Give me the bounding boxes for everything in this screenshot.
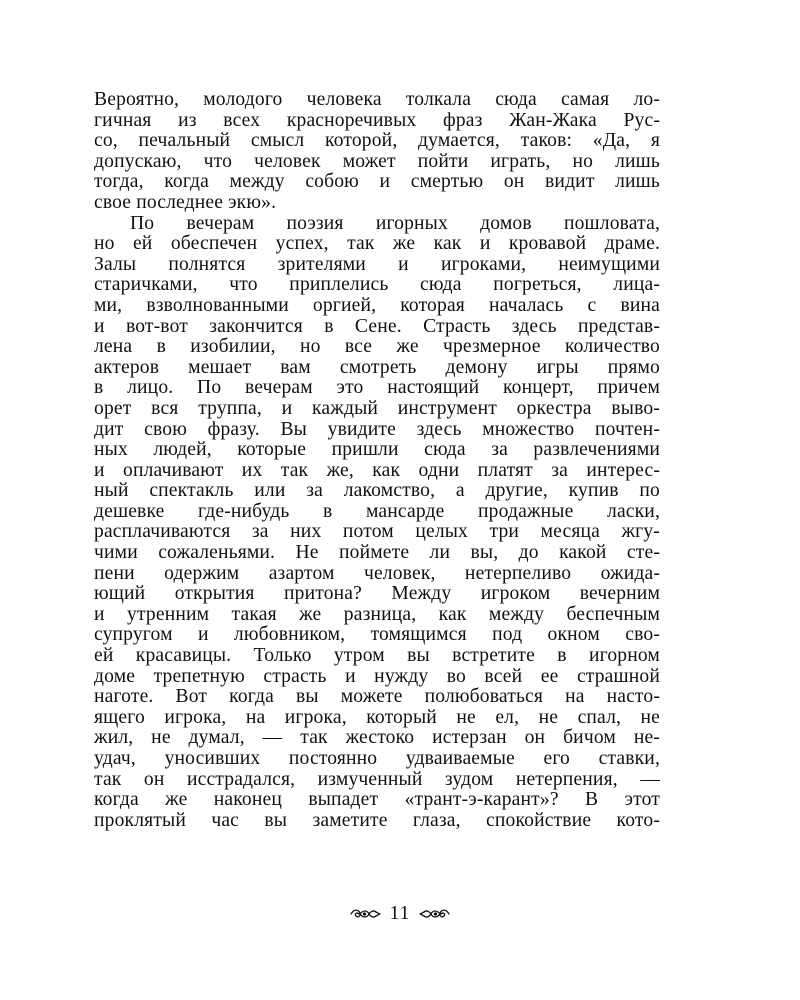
book-page-text (94, 90, 660, 831)
text-line: проклятый час вы заметите глаза, спокойствие кото- (94, 809, 660, 831)
text-line: и вот-вот закончится в Сене. Страсть здесь представ- (94, 315, 660, 337)
text-line: ей красавицы. Только утром вы встретите в игорном (94, 645, 660, 667)
text-line: дешевке где-нибудь в мансарде продажные ласки, (94, 500, 660, 522)
text-line: Вероятно, молодого человека толкала сюда самая ло- (94, 89, 660, 110)
text-line: со, печальный смысл которой, думается, таков: «Да, я (94, 130, 660, 152)
text-line: орет вся труппа, и каждый инструмент оркестра выво- (94, 397, 660, 419)
text-line: расплачиваются за них потом целых три месяца жгу- (94, 521, 660, 543)
text-line: так он исстрадался, измученный зудом нетерпения, — (94, 768, 660, 790)
paragraph-first-line: По вечерам поэзия игорных домов пошловата, (130, 212, 660, 234)
page-footer (0, 902, 800, 926)
text-line: ящего игрока, на игрока, который не ел, не спал, не (94, 706, 660, 728)
text-line: когда же наконец выпадет «трант-э-карант»? В этот (94, 789, 660, 811)
text-line: допускаю, что человек может пойти играть, но лишь (94, 150, 660, 172)
text-line: но ей обеспечен успех, так же как и кровавой драме. (94, 233, 660, 255)
text-line: Залы полнятся зрителями и игроками, неимущими (94, 253, 660, 275)
text-line: актеров мешает вам смотреть демону игры прямо (94, 356, 660, 378)
text-line: ми, взволнованными оргией, которая началась с вина (94, 294, 660, 316)
floral-ornament-icon (348, 905, 382, 923)
text-line: наготе. Вот когда вы можете полюбоваться на насто- (94, 686, 660, 708)
text-line: и оплачивают их так же, как одни платят за интерес- (94, 459, 660, 481)
text-line: ющий открытия притона? Между игроком вечерним (94, 583, 660, 605)
floral-ornament-icon (418, 905, 452, 923)
text-line: старичками, что приплелись сюда погреться, лица- (94, 274, 660, 296)
text-line: чими сожаленьями. Не поймете ли вы, до какой сте- (94, 542, 660, 564)
text-line: ных людей, которые пришли сюда за развлечениями (94, 439, 660, 461)
text-line: и утренним такая же разница, как между беспечным (94, 603, 660, 625)
text-line: лена в изобилии, но все же чрезмерное количество (94, 336, 660, 358)
text-line: дит свою фразу. Вы увидите здесь множество почтен- (94, 418, 660, 440)
text-line: доме трепетную страсть и нужду во всей ее страшной (94, 665, 660, 687)
text-line: пени одержим азартом человек, нетерпеливо ожида- (94, 562, 660, 584)
text-line: удач, уносивших постоянно удваиваемые его ставки, (94, 748, 660, 769)
text-line: гичная из всех красноречивых фраз Жан-Жака Рус- (94, 109, 660, 131)
text-line: супругом и любовником, томящимся под окном сво- (94, 624, 660, 646)
text-line: в лицо. По вечерам это настоящий концерт, причем (94, 377, 660, 399)
text-line: тогда, когда между собою и смертью он видит лишь (94, 171, 660, 193)
page-number: 11 (389, 903, 411, 924)
text-line: ный спектакль или за лакомство, а другие, купив по (94, 480, 660, 502)
text-line: свое последнее экю». (94, 191, 277, 213)
text-line: жил, не думал, — так жестоко истерзан он бичом не- (94, 727, 660, 749)
